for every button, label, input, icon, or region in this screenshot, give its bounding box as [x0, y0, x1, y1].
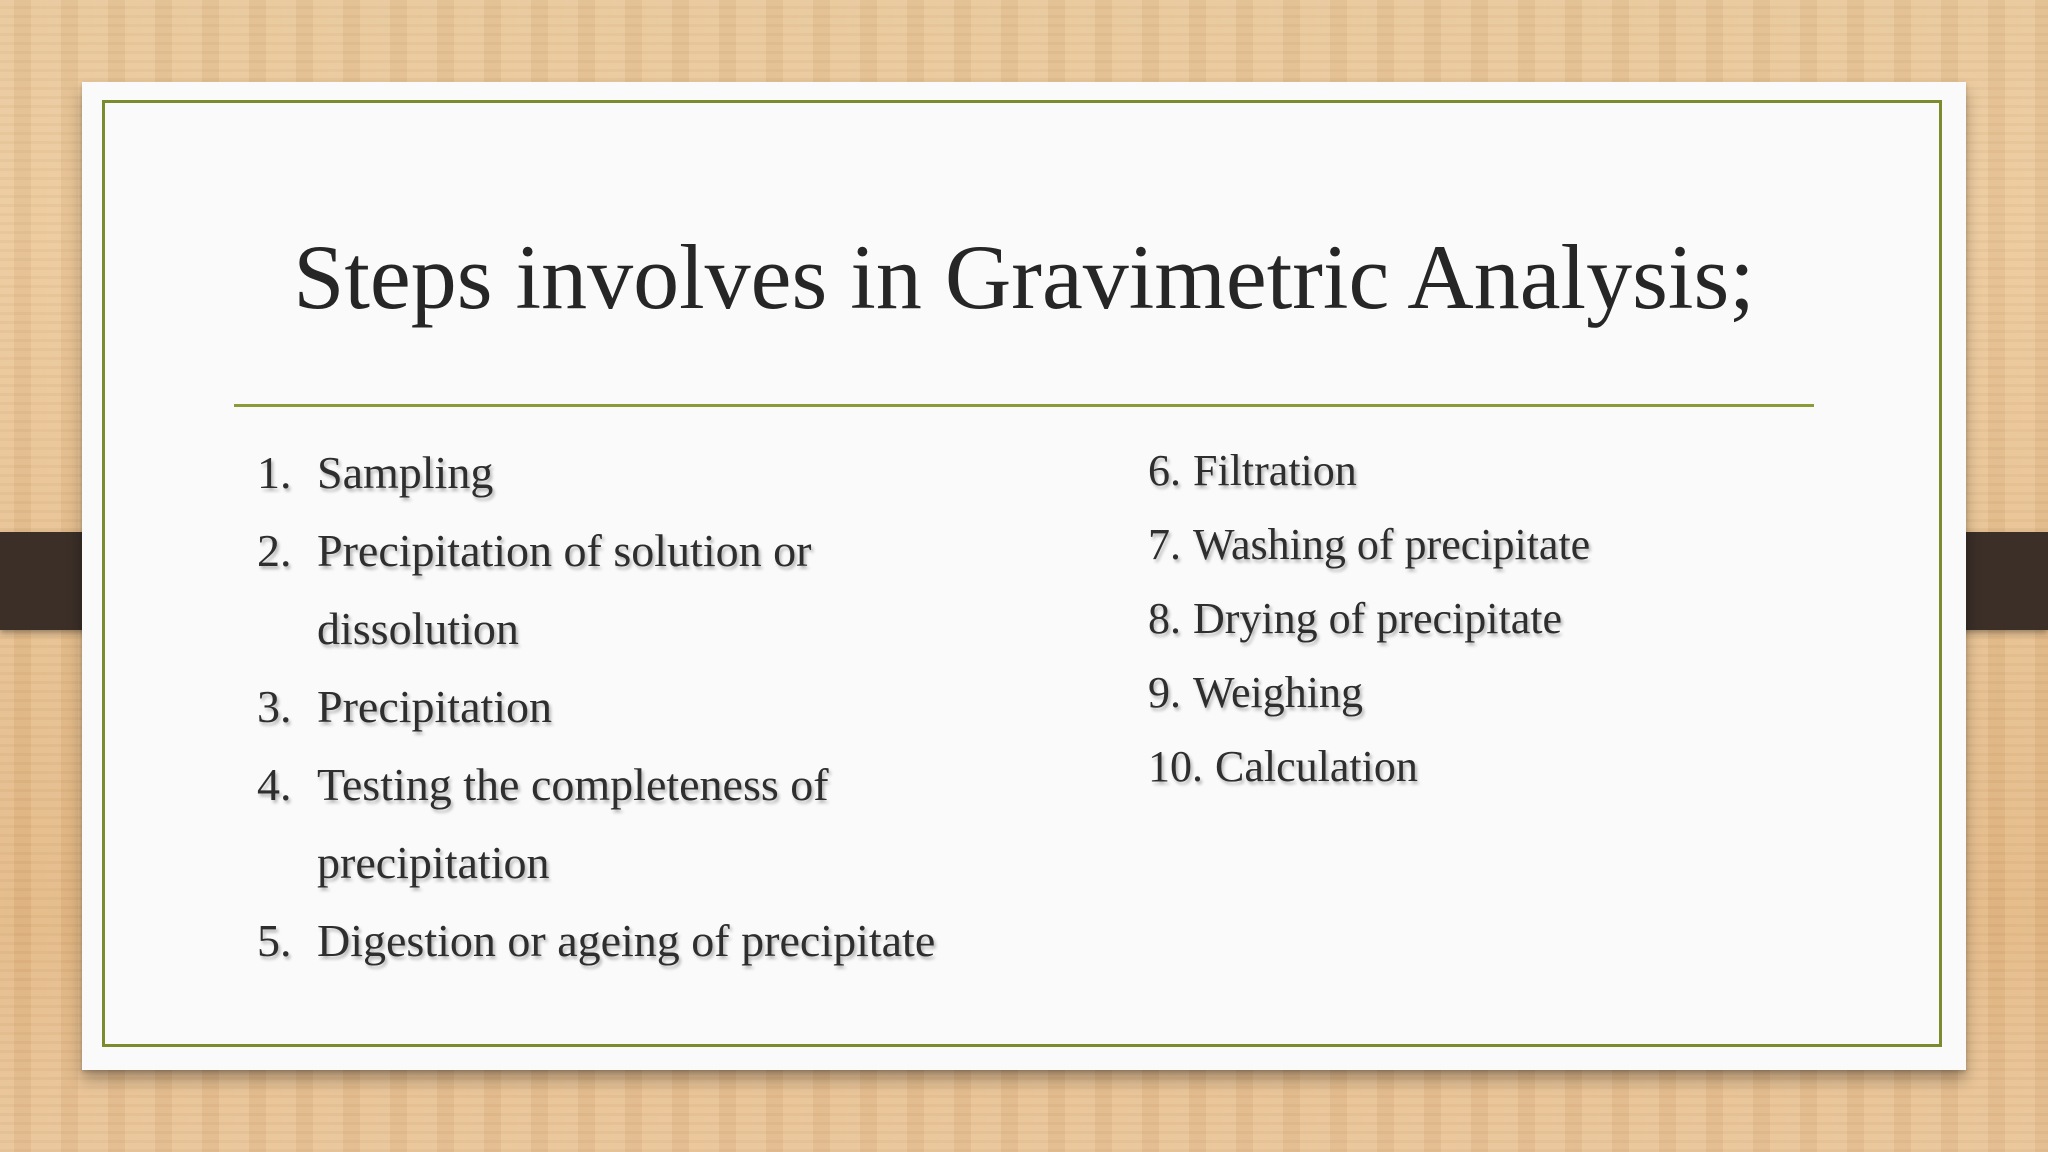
list-item [257, 512, 1037, 668]
list-item [257, 668, 1037, 746]
step-number: 6. [1148, 446, 1181, 495]
step-text: Sampling [317, 447, 494, 498]
step-number: 2. [257, 525, 292, 576]
step-number: 4. [257, 759, 292, 810]
steps-list-left [257, 434, 1037, 980]
step-text: Testing the completeness of precipitation [317, 759, 829, 888]
step-number: 10. [1148, 742, 1203, 791]
step-text: Digestion or ageing of precipitate [317, 915, 936, 966]
step-number: 7. [1148, 520, 1181, 569]
step-text: Precipitation of solution or dissolution [317, 525, 812, 654]
step-text: Washing of precipitate [1193, 520, 1591, 569]
step-text: Drying of precipitate [1193, 594, 1562, 643]
step-text: Precipitation [317, 681, 553, 732]
list-item [1148, 582, 1908, 656]
step-number: 9. [1148, 668, 1181, 717]
list-item [257, 434, 1037, 512]
list-item [257, 746, 1037, 902]
steps-list-right [1148, 434, 1908, 804]
step-number: 8. [1148, 594, 1181, 643]
step-text: Weighing [1193, 668, 1363, 717]
list-item [1148, 730, 1908, 804]
list-item [1148, 508, 1908, 582]
slide-title: Steps involves in Gravimetric Analysis; [293, 226, 1755, 328]
slide-card [82, 82, 1966, 1070]
step-number: 5. [257, 915, 292, 966]
list-item [1148, 434, 1908, 508]
step-number: 1. [257, 447, 292, 498]
step-text: Calculation [1215, 742, 1418, 791]
list-item [257, 902, 1037, 980]
list-item [1148, 656, 1908, 730]
step-number: 3. [257, 681, 292, 732]
step-text: Filtration [1193, 446, 1357, 495]
title-divider [234, 404, 1814, 407]
